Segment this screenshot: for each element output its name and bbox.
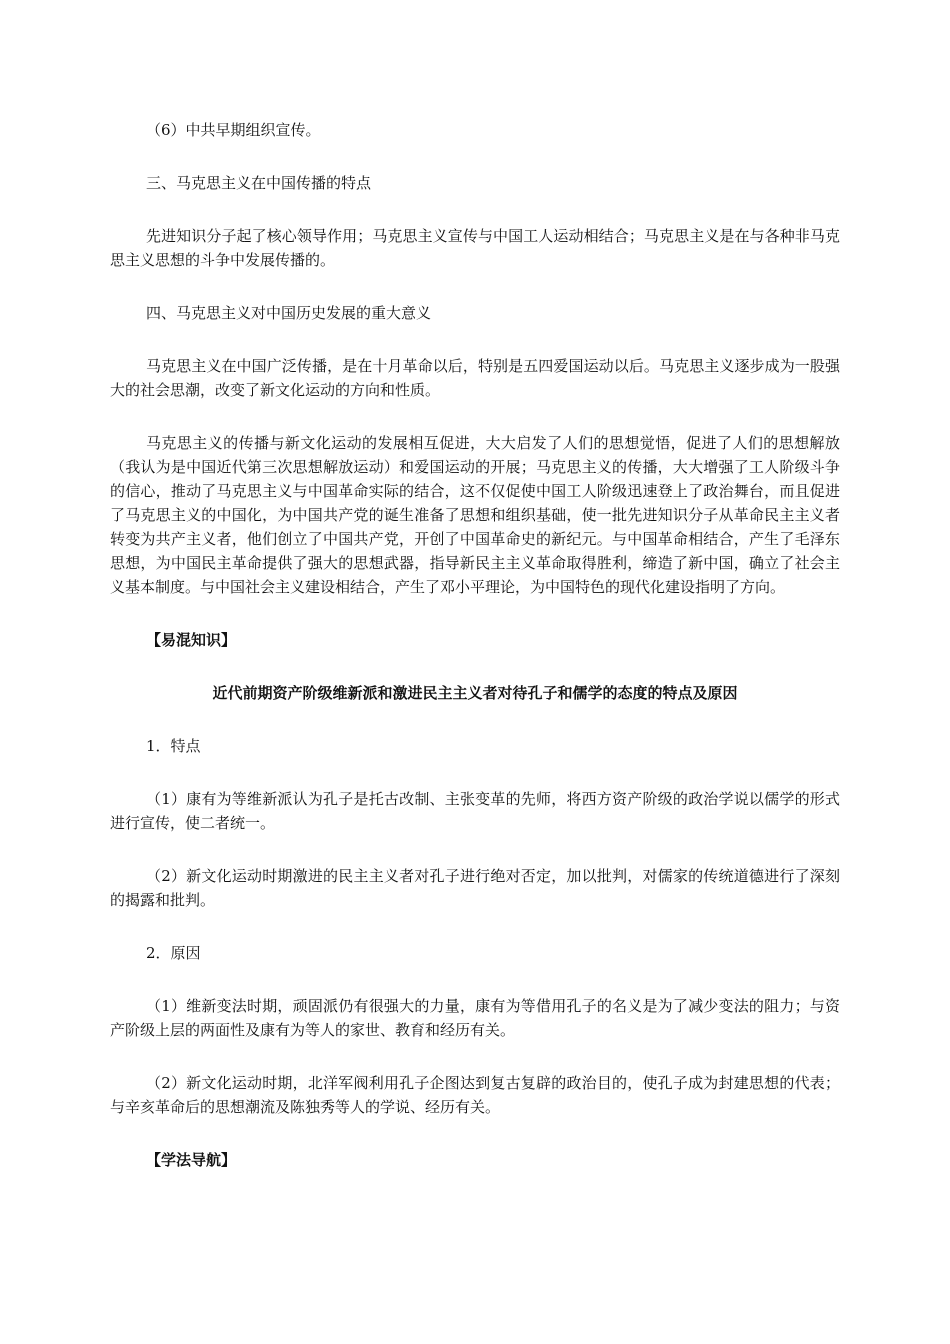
list-item: （2）新文化运动时期，北洋军阀利用孔子企图达到复古复辟的政治目的，使孔子成为封建思想的代表；与辛亥革命后的思想潮流及陈独秀等人的学说、经历有关。 <box>110 1074 840 1116</box>
list-item: （1）康有为等维新派认为孔子是托古改制、主张变革的先师，将西方资产阶级的政治学说以儒学的形式进行宣传，使二者统一。 <box>110 790 840 832</box>
section-heading: 三、马克思主义在中国传播的特点 <box>146 174 372 192</box>
section-label: 【学法导航】 <box>146 1151 237 1169</box>
body-paragraph: 马克思主义在中国广泛传播，是在十月革命以后，特别是五四爱国运动以后。马克思主义逐步成为一股强大的社会思潮，改变了新文化运动的方向和性质。 <box>110 357 840 399</box>
section-heading: 四、马克思主义对中国历史发展的重大意义 <box>146 304 432 322</box>
section-title: 近代前期资产阶级维新派和激进民主主义者对待孔子和儒学的态度的特点及原因 <box>212 684 738 702</box>
section-label: 【易混知识】 <box>146 631 237 649</box>
list-item: （2）新文化运动时期激进的民主主义者对孔子进行绝对否定，加以批判，对儒家的传统道德进行了深刻的揭露和批判。 <box>110 867 840 909</box>
body-paragraph: 先进知识分子起了核心领导作用；马克思主义宣传与中国工人运动相结合；马克思主义是在与各种非马克思主义思想的斗争中发展传播的。 <box>110 227 840 269</box>
subheading: 1．特点 <box>146 737 201 755</box>
list-item: （6）中共早期组织宣传。 <box>146 121 321 139</box>
document-page <box>110 118 840 1172</box>
body-paragraph: 马克思主义的传播与新文化运动的发展相互促进，大大启发了人们的思想觉悟，促进了人们的思想解放（我认为是中国近代第三次思想解放运动）和爱国运动的开展；马克思主义的传播，大大增强了工人阶级斗争的信心，推动了马克思主义与中国革命实际的结合，这不仅促使中国工人阶级迅速登上了政治舞台，而且促进了马克思主义的中国化，为中国共产党的诞生准备了思想和组织基础，使一批先进知识分子从革命民主主义者转变为共产主义者，他们创立了中国共产党，开创了中国革命史的新纪元。与中国革命相结合，产生了毛泽东思想，为中国民主革命提供了强大的思想武器，指导新民主主义革命取得胜利，缔造了新中国，确立了社会主义基本制度。与中国社会主义建设相结合，产生了邓小平理论，为中国特色的现代化建设指明了方向。 <box>110 434 840 596</box>
subheading: 2．原因 <box>146 944 201 962</box>
list-item: （1）维新变法时期，顽固派仍有很强大的力量，康有为等借用孔子的名义是为了减少变法的阻力；与资产阶级上层的两面性及康有为等人的家世、教育和经历有关。 <box>110 997 840 1039</box>
